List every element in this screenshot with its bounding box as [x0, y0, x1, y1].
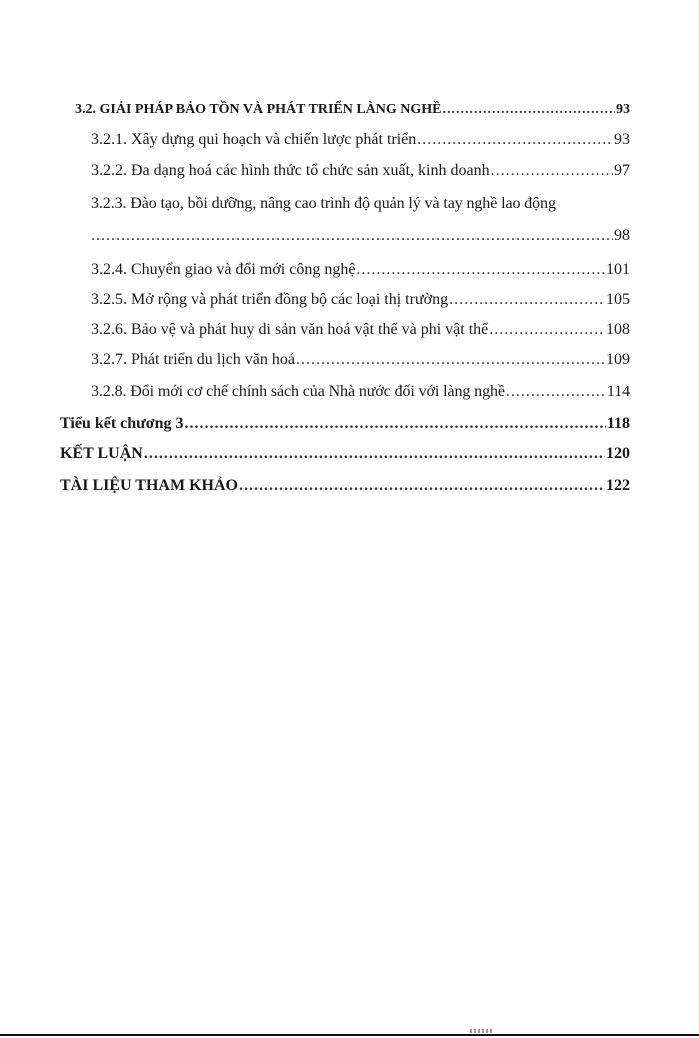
toc-entry-3-2-8[interactable]: [91, 382, 630, 402]
toc-entry-page: 105: [606, 291, 630, 308]
toc-entry-3-2-7[interactable]: [91, 350, 630, 370]
toc-leader-dots: [296, 350, 605, 370]
toc-entry-page: 118: [606, 415, 630, 432]
toc-leader-dots: [144, 444, 605, 464]
toc-leader-dots: [91, 226, 613, 246]
toc-entry-page: 97: [614, 162, 630, 179]
toc-entry-page: 93: [616, 102, 630, 117]
toc-entry-conclusion[interactable]: [60, 444, 630, 464]
toc-entry-chapter-3-summary[interactable]: [60, 414, 630, 434]
toc-entry-label: 3.2.3. Đào tạo, bồi dưỡng, nâng cao trình độ quản lý và tay nghề lao động: [91, 195, 556, 212]
toc-leader-dots: [239, 476, 605, 496]
toc-entry-page: 108: [606, 321, 630, 338]
toc-entry-3-2-2[interactable]: [91, 161, 630, 181]
toc-leader-dots: [443, 100, 615, 120]
page-footer-mark: [470, 1029, 492, 1033]
toc-leader-dots: [489, 320, 605, 340]
toc-entry-label: 3.2.8. Đổi mới cơ chế chính sách của Nhà nước đối với làng nghề: [91, 383, 505, 400]
page-footer-rule: [0, 1034, 699, 1036]
toc-entry-3-2-3-continuation[interactable]: [91, 226, 630, 246]
toc-entry-page: 101: [606, 261, 630, 278]
toc-entry-page: 120: [606, 445, 630, 462]
toc-entry-label: 3.2.1. Xây dựng qui hoạch và chiến lược phát triển: [91, 131, 417, 148]
toc-entry-page: 98: [614, 227, 630, 244]
toc-entry-3-2-5[interactable]: [91, 290, 630, 310]
toc-leader-dots: [491, 161, 613, 181]
toc-entry-section-3-2[interactable]: [75, 100, 630, 120]
toc-entry-page: 109: [606, 351, 630, 368]
toc-leader-dots: [356, 260, 605, 280]
toc-entry-page: 93: [614, 131, 630, 148]
toc-entry-label: 3.2.7. Phát triển du lịch văn hoá: [91, 351, 295, 368]
toc-entry-label: 3.2.6. Bảo vệ và phát huy di sản văn hoá vật thể và phi vật thể: [91, 321, 489, 338]
toc-entry-3-2-1[interactable]: [91, 130, 630, 150]
toc-entry-label: TÀI LIỆU THAM KHẢO: [60, 477, 238, 494]
toc-leader-dots: [185, 414, 606, 434]
toc-entry-label: 3.2. GIẢI PHÁP BẢO TỒN VÀ PHÁT TRIỂN LÀNG NGHỀ: [75, 102, 442, 117]
toc-entry-references[interactable]: [60, 476, 630, 496]
toc-entry-3-2-6[interactable]: [91, 320, 630, 340]
toc-leader-dots: [506, 382, 606, 402]
toc-entry-label: Tiểu kết chương 3: [60, 415, 184, 432]
toc-leader-dots: [417, 130, 613, 150]
toc-entry-label: KẾT LUẬN: [60, 445, 143, 462]
toc-entry-label: 3.2.5. Mở rộng và phát triển đồng bộ các loại thị trường: [91, 291, 449, 308]
toc-entry-3-2-3[interactable]: [91, 194, 630, 214]
toc-leader-dots: [449, 290, 605, 310]
toc-entry-3-2-4[interactable]: [91, 260, 630, 280]
toc-entry-label: 3.2.2. Đa dạng hoá các hình thức tổ chức sản xuất, kinh doanh: [91, 162, 490, 179]
toc-entry-page: 122: [606, 477, 630, 494]
toc-entry-label: 3.2.4. Chuyển giao và đổi mới công nghệ: [91, 261, 356, 278]
toc-entry-page: 114: [606, 383, 630, 400]
